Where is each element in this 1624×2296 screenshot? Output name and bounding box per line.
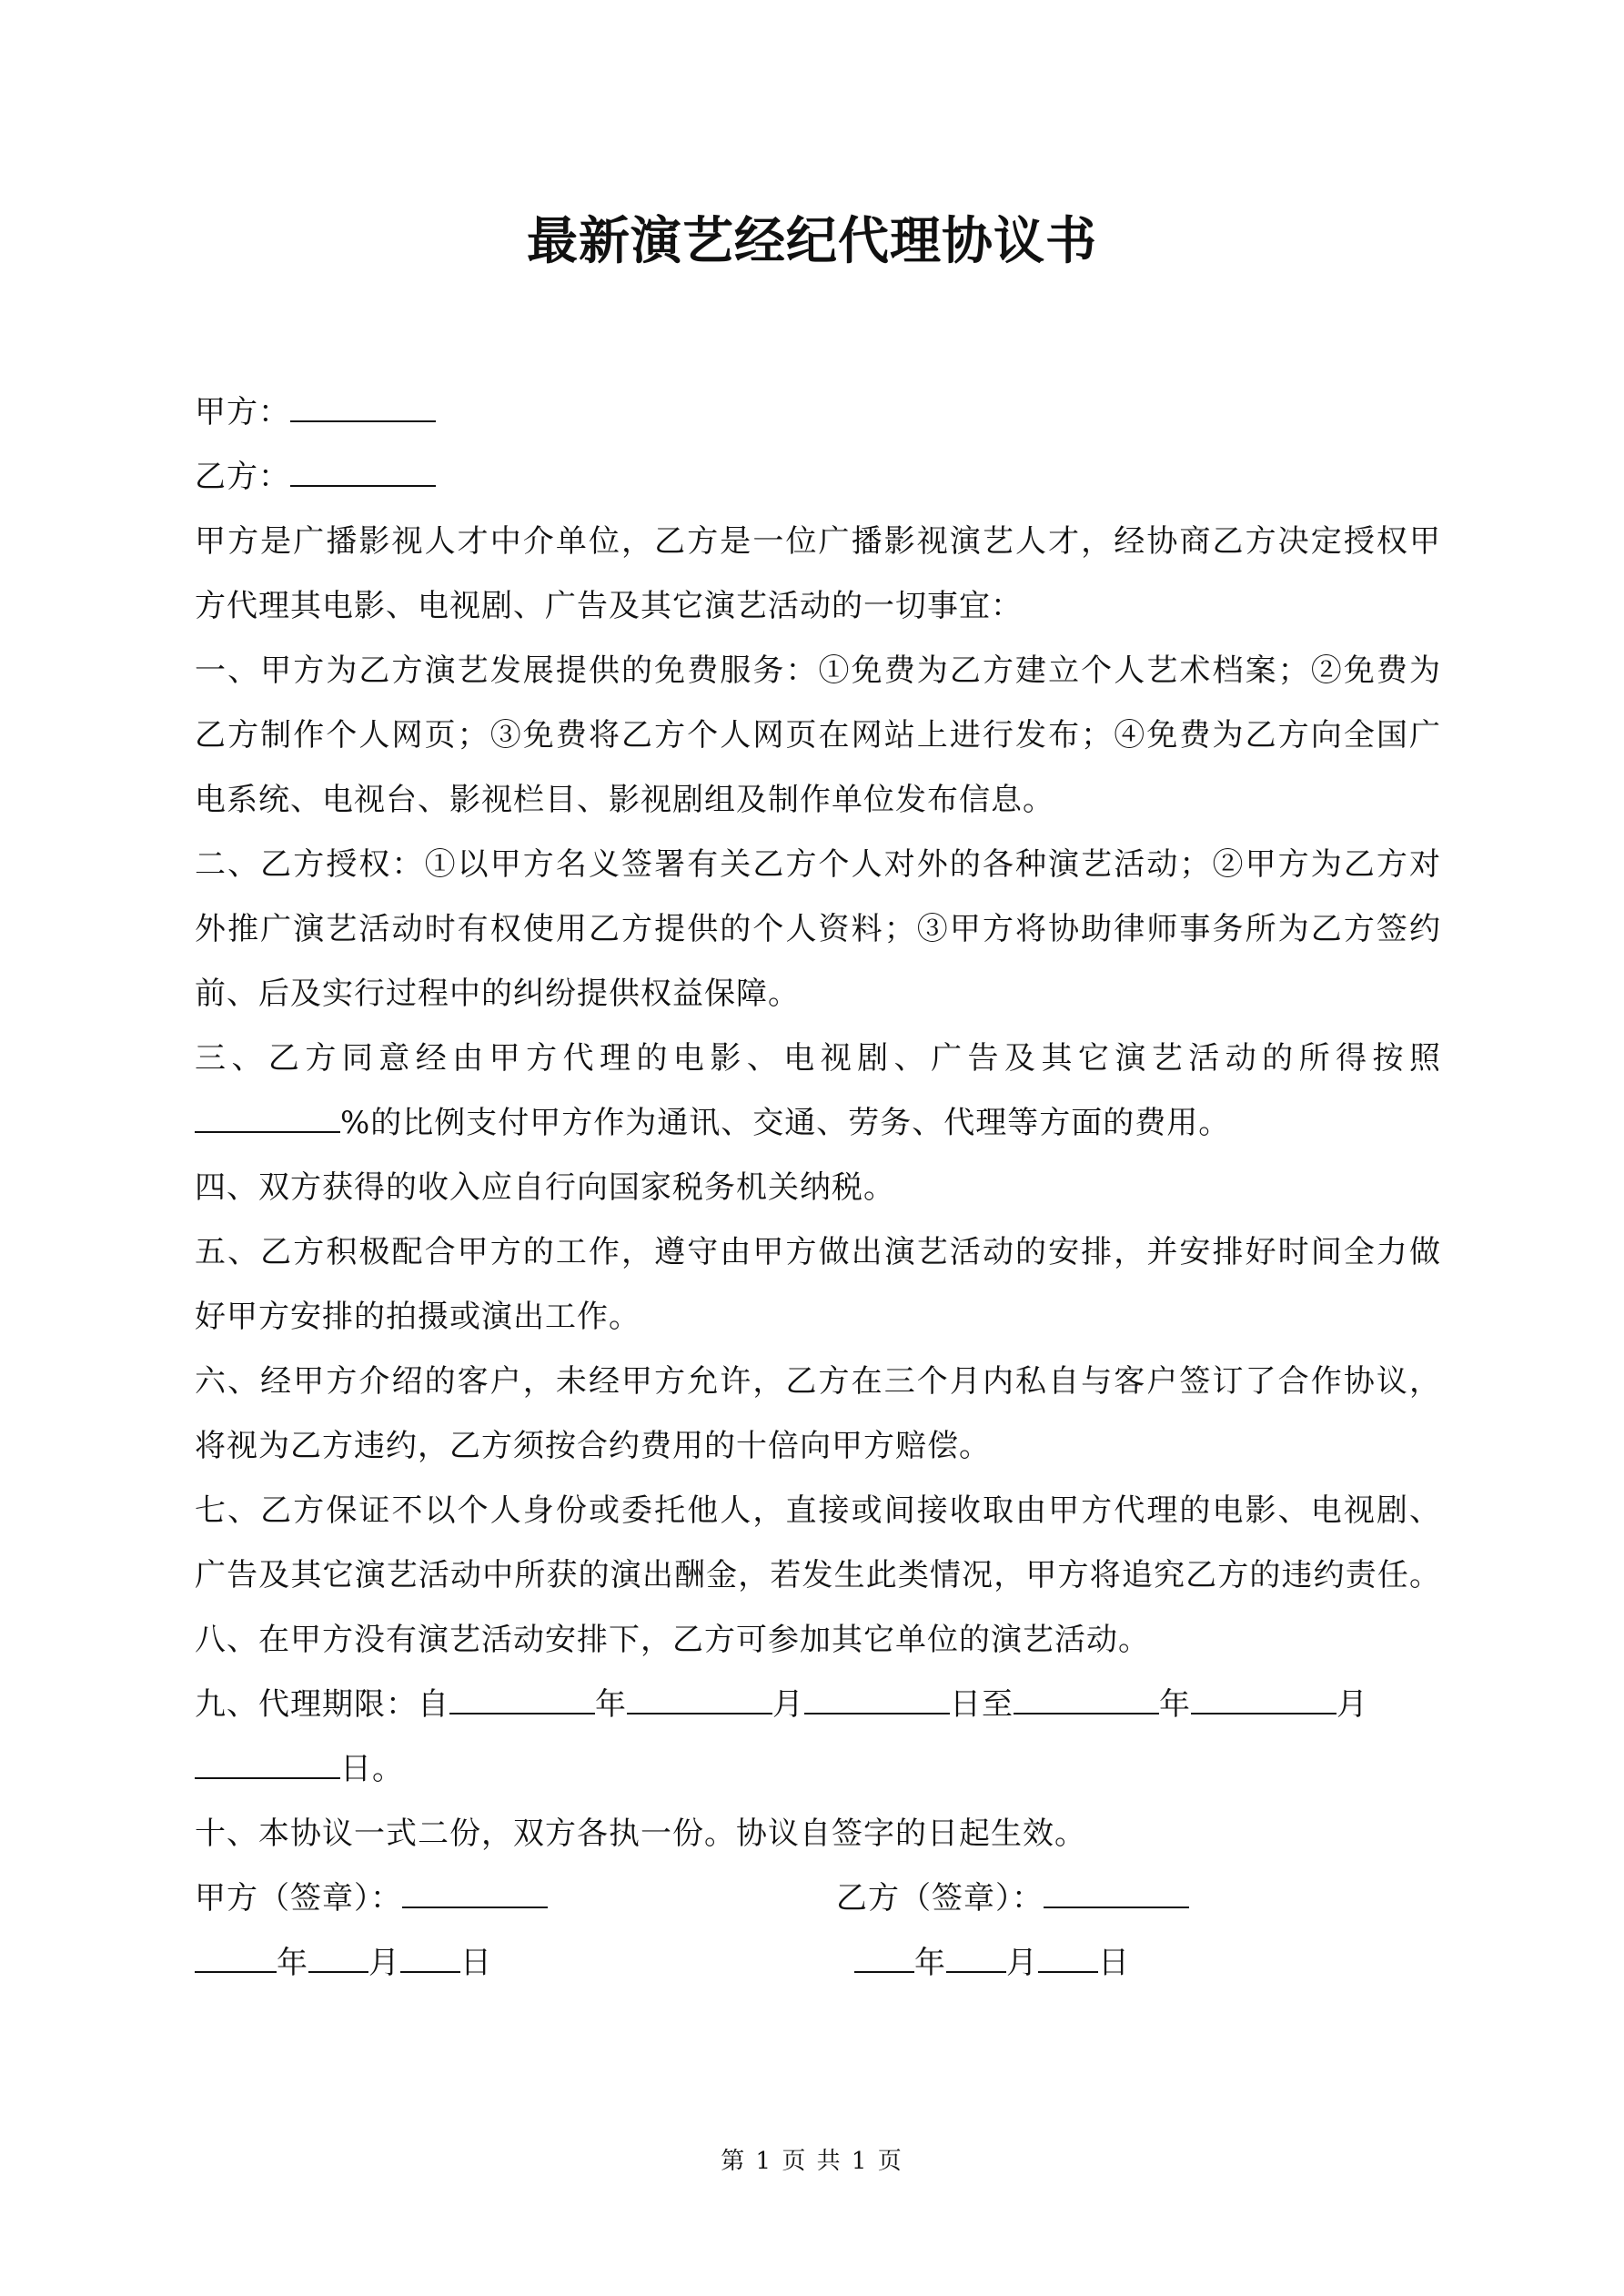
signature-row — [195, 1866, 1441, 1931]
clause-8-line: 八、在甲方没有演艺活动安排下，乙方可参加其它单位的演艺活动。 — [195, 1622, 1150, 1658]
clause-7-line: 广告及其它演艺活动中所获的演出酬金，若发生此类情况，甲方将追究乙方的违约责任。 — [195, 1557, 1441, 1593]
page-footer: 第 1 页 共 1 页 — [721, 2148, 903, 2175]
clause-1-line: 一、甲方为乙方演艺发展提供的免费服务：①免费为乙方建立个人艺术档案；②免费为 — [195, 652, 1441, 689]
clause-9-day-to-label: 日至 — [950, 1686, 1014, 1723]
party-a-month-blank — [308, 1940, 368, 1973]
intro-line: 甲方是广播影视人才中介单位，乙方是一位广播影视演艺人才，经协商乙方决定授权甲 — [195, 523, 1441, 560]
party-b-month-label: 月 — [1006, 1945, 1038, 1981]
party-a-blank — [290, 389, 436, 422]
start-year-blank — [449, 1682, 595, 1714]
date-row — [195, 1931, 1441, 1996]
party-b-blank — [290, 454, 436, 487]
clause-3-line: 三、乙方同意经由甲方代理的电影、电视剧、广告及其它演艺活动的所得按照 — [195, 1040, 1441, 1077]
clause-2-line: 外推广演艺活动时有权使用乙方提供的个人资料；③甲方将协助律师事务所为乙方签约 — [195, 911, 1441, 947]
party-b-date — [854, 1931, 1130, 1996]
clause-7-line: 七、乙方保证不以个人身份或委托他人，直接或间接收取由甲方代理的电影、电视剧、 — [195, 1492, 1441, 1529]
clause-9-line — [195, 1737, 1441, 1802]
clause-9-day-end-label: 日。 — [340, 1751, 404, 1787]
clause-6-line: 将视为乙方违约，乙方须按合约费用的十倍向甲方赔偿。 — [195, 1428, 991, 1464]
intro-line: 方代理其电影、电视剧、广告及其它演艺活动的一切事宜： — [195, 588, 1023, 624]
clause-9-year-label: 年 — [595, 1686, 627, 1723]
clause-6-line: 六、经甲方介绍的客户，未经甲方允许，乙方在三个月内私自与客户签订了合作协议， — [195, 1363, 1441, 1400]
party-b-day-blank — [1038, 1940, 1098, 1973]
clause-2-line: 前、后及实行过程中的纠纷提供权益保障。 — [195, 976, 800, 1012]
party-a-day-blank — [400, 1940, 460, 1973]
clause-3-tail: %的比例支付甲方作为通讯、交通、劳务、代理等方面的费用。 — [340, 1105, 1231, 1141]
clause-5-line: 好甲方安排的拍摄或演出工作。 — [195, 1299, 641, 1335]
party-a-year-label: 年 — [277, 1945, 308, 1981]
clause-9-year-label: 年 — [1159, 1686, 1191, 1723]
clause-10-line: 十、本协议一式二份，双方各执一份。协议自签字的日起生效。 — [195, 1816, 1086, 1852]
party-b-sign-blank — [1044, 1876, 1189, 1908]
clause-9-month-label: 月 — [772, 1686, 804, 1723]
clause-3-line — [195, 1091, 1441, 1156]
clause-4-line: 四、双方获得的收入应自行向国家税务机关纳税。 — [195, 1169, 895, 1206]
end-year-blank — [1014, 1682, 1159, 1714]
party-a-month-label: 月 — [368, 1945, 400, 1981]
end-day-blank — [195, 1746, 340, 1779]
end-month-blank — [1191, 1682, 1337, 1714]
party-b-line — [195, 445, 1441, 510]
party-b-year-label: 年 — [914, 1945, 946, 1981]
party-b-sign-label: 乙方（签章）： — [836, 1880, 1044, 1917]
party-a-year-blank — [195, 1940, 277, 1973]
clause-9-month-label: 月 — [1337, 1686, 1368, 1723]
party-b-day-label: 日 — [1098, 1945, 1130, 1981]
percent-blank — [195, 1100, 340, 1133]
party-a-sign-blank — [402, 1876, 548, 1908]
clause-1-line: 电系统、电视台、影视栏目、影视剧组及制作单位发布信息。 — [195, 782, 1054, 818]
party-a-line — [195, 380, 1441, 445]
party-a-day-label: 日 — [460, 1945, 492, 1981]
party-b-month-blank — [946, 1940, 1006, 1973]
party-b-signature — [836, 1866, 1189, 1931]
clause-9-prefix: 九、代理期限：自 — [195, 1686, 449, 1723]
clause-5-line: 五、乙方积极配合甲方的工作，遵守由甲方做出演艺活动的安排，并安排好时间全力做 — [195, 1234, 1441, 1270]
start-day-blank — [804, 1682, 950, 1714]
party-b-label: 乙方： — [195, 459, 290, 495]
clause-9-line — [195, 1673, 1441, 1737]
clause-2-line: 二、乙方授权：①以甲方名义签署有关乙方个人对外的各种演艺活动；②甲方为乙方对 — [195, 846, 1441, 883]
document-title: 最新演艺经纪代理协议书 — [527, 211, 1097, 271]
party-b-year-blank — [854, 1940, 914, 1973]
party-a-label: 甲方： — [195, 394, 290, 430]
party-a-sign-label: 甲方（签章）： — [195, 1880, 402, 1917]
party-a-signature — [195, 1866, 548, 1931]
clause-1-line: 乙方制作个人网页；③免费将乙方个人网页在网站上进行发布；④免费为乙方向全国广 — [195, 717, 1441, 754]
party-a-date — [195, 1931, 492, 1996]
start-month-blank — [627, 1682, 772, 1714]
document-body — [195, 380, 1441, 1996]
